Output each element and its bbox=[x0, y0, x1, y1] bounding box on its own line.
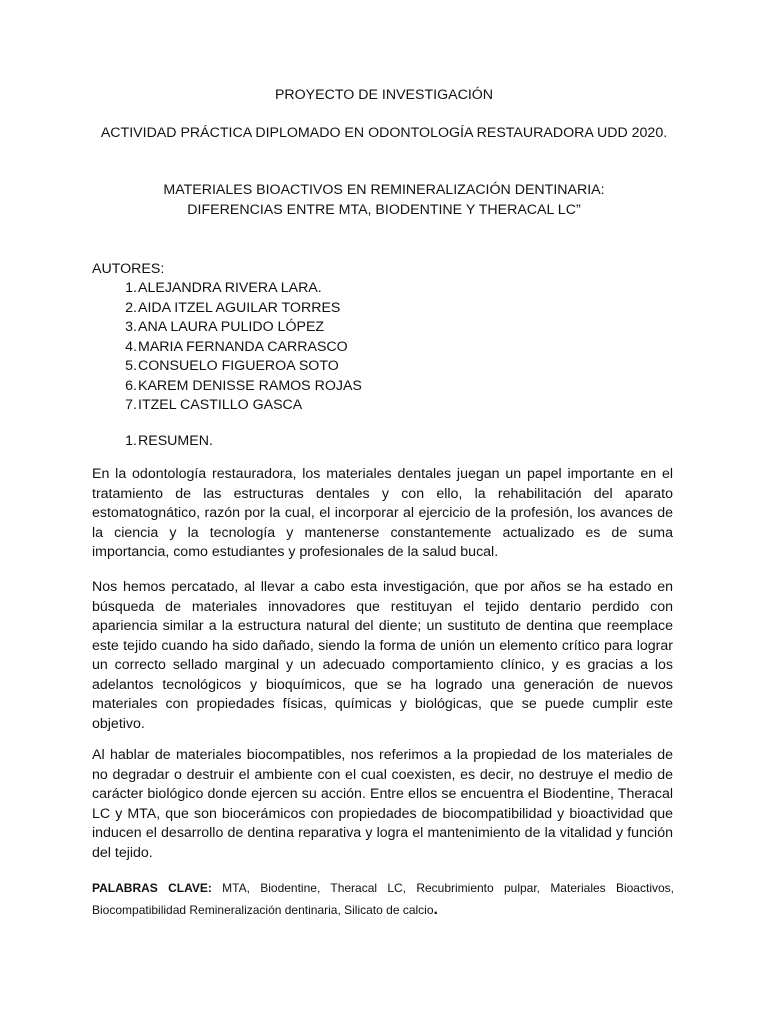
list-item bbox=[92, 338, 362, 358]
topic-line-2: DIFERENCIAS ENTRE MTA, BIODENTINE Y THERACAL LC” bbox=[187, 201, 581, 218]
list-number: 2. bbox=[125, 299, 137, 316]
abstract-paragraph-1: En la odontología restauradora, los materiales dentales juegan un papel importante en el tratamiento de las estructuras dentales y con ello, la rehabilitación del aparato estomatognático, razón por la cual, el incorporar al ejercicio de la profesión, los avances de la ciencia y la tecnología y mantenerse constantemente actualizado es de suma importancia, como estudiantes y profesionales de la salud bucal. bbox=[92, 466, 673, 560]
author-name: ALEJANDRA RIVERA LARA. bbox=[138, 280, 322, 296]
author-name: MARIA FERNANDA CARRASCO bbox=[138, 338, 348, 355]
document-subtitle: ACTIVIDAD PRÁCTICA DIPLOMADO EN ODONTOLOGÍA RESTAURADORA UDD 2020. bbox=[100, 125, 668, 141]
document-title: PROYECTO DE INVESTIGACIÓN bbox=[274, 87, 494, 103]
authors-heading: AUTORES: bbox=[92, 261, 165, 277]
section-title: RESUMEN. bbox=[138, 433, 213, 449]
list-number: 3. bbox=[125, 319, 137, 335]
author-name: ANA LAURA PULIDO LÓPEZ bbox=[138, 319, 325, 335]
list-item bbox=[92, 377, 362, 397]
author-name: ITZEL CASTILLO GASCA bbox=[138, 397, 303, 413]
author-name: CONSUELO FIGUEROA SOTO bbox=[138, 358, 339, 374]
list-number: 5. bbox=[125, 358, 137, 374]
list-number: 1. bbox=[125, 280, 137, 296]
list-number: 6. bbox=[125, 377, 137, 394]
list-item bbox=[92, 357, 362, 377]
list-number: 7. bbox=[125, 397, 137, 413]
list-item bbox=[92, 279, 362, 299]
list-item bbox=[92, 318, 362, 338]
keywords bbox=[92, 878, 674, 921]
keywords-end: . bbox=[433, 901, 438, 918]
section-number: 1. bbox=[125, 433, 137, 449]
abstract-paragraph-2: Nos hemos percatado, al llevar a cabo esta investigación, que por años se ha estado en búsqueda de materiales innovadores que restituyan el tejido dentario perdido con apariencia similar a la estructura natural del diente; un sustituto de dentina que reemplace este tejido cuando ha sido dañado, siendo la forma de unión un elemento crítico para lograr un correcto sellado marginal y un adecuado comportamiento clínico, y es gracias a los adelantos tecnológicos y bioquímicos, que se ha logrado una generación de nuevos materiales con propiedades físicas, químicas y biológicas, que se puede cumplir este objetivo. bbox=[92, 579, 673, 732]
topic-line-1: MATERIALES BIOACTIVOS EN REMINERALIZACIÓN DENTINARIA: bbox=[163, 182, 605, 198]
list-item bbox=[92, 299, 362, 319]
list-item bbox=[92, 396, 362, 416]
author-name: KAREM DENISSE RAMOS ROJAS bbox=[138, 377, 362, 394]
authors-list bbox=[92, 279, 362, 416]
keywords-text: MTA, Biodentine, Theracal LC, Recubrimiento pulpar, Materiales Bioactivos, Biocompatibilidad Remineralización dentinaria, Silicato de calcio bbox=[92, 881, 674, 917]
abstract-paragraph-3: Al hablar de materiales biocompatibles, nos referimos a la propiedad de los materiales de no degradar o destruir el ambiente con el cual coexisten, es decir, no destruye el medio de carácter biológico donde ejercen su acción. Entre ellos se encuentra el Biodentine, Theracal LC y MTA, que son biocerámicos con propiedades de biocompatibilidad y bioactividad que inducen el desarrollo de dentina reparativa y logra el mantenimiento de la vitalidad y función del tejido. bbox=[92, 747, 673, 861]
list-number: 4. bbox=[125, 338, 137, 355]
keywords-label: PALABRAS CLAVE: bbox=[92, 881, 212, 895]
author-name: AIDA ITZEL AGUILAR TORRES bbox=[138, 299, 341, 316]
document-topic bbox=[92, 181, 676, 220]
section-heading bbox=[92, 432, 213, 452]
